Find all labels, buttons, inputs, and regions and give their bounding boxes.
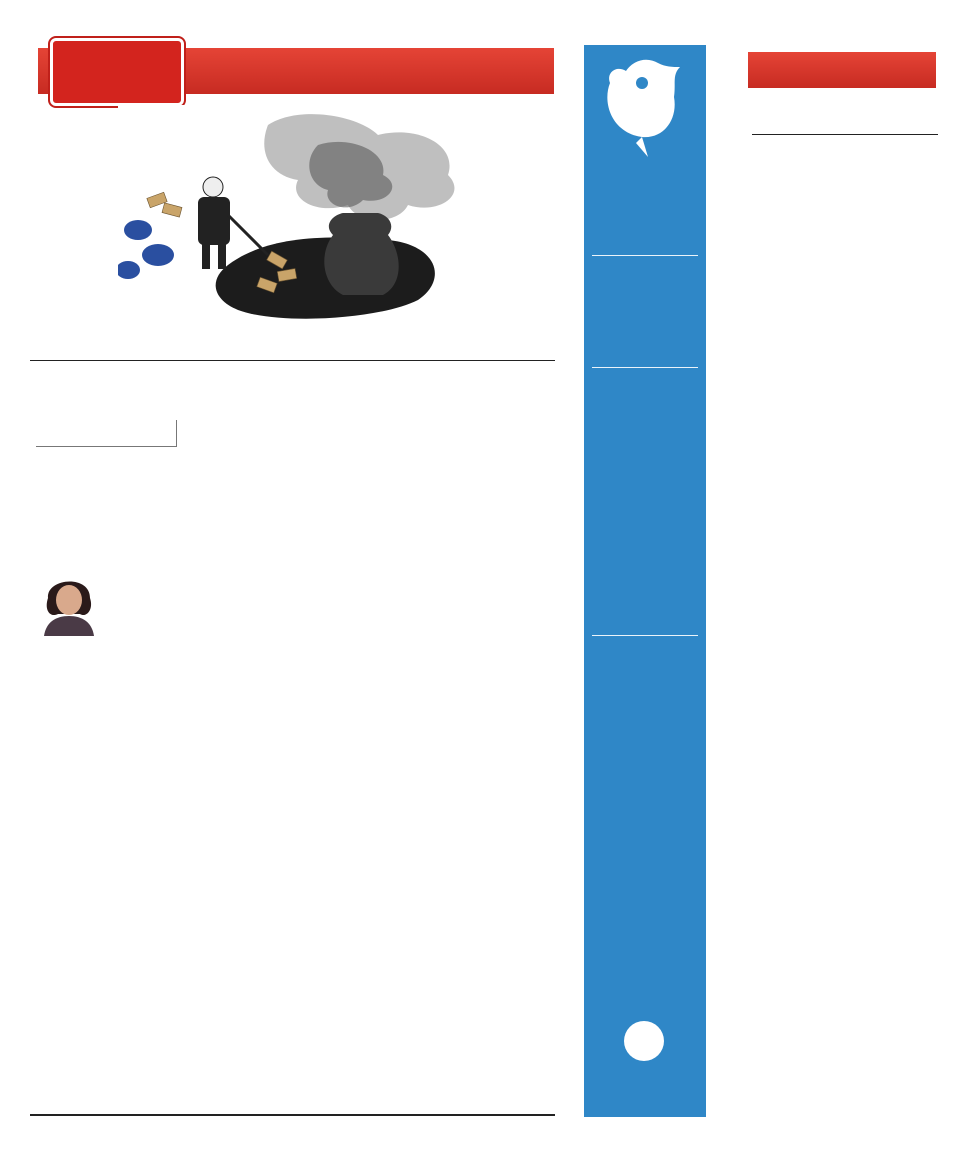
divider [30,360,555,361]
date-bar [748,52,936,88]
bottom-divider [30,1114,555,1116]
article-column-2 [342,572,554,582]
tweet-item [584,631,706,640]
hashtag-icon [624,1021,664,1061]
right-article-body [752,222,938,232]
newspaper-logo [50,38,184,106]
tweets-column [584,45,706,1117]
ukraine-bag [324,213,398,295]
tweet-item [584,251,706,260]
tweet-separator [592,635,698,636]
tweet-bird-icon [602,53,688,173]
tweet-separator [592,255,698,256]
article-column-1 [124,572,332,582]
cartoon-illustration [118,105,544,335]
author-photo [40,570,98,636]
section-label-frame [36,420,177,447]
tweet-separator [592,367,698,368]
divider [752,134,938,135]
tweet-item [584,363,706,372]
